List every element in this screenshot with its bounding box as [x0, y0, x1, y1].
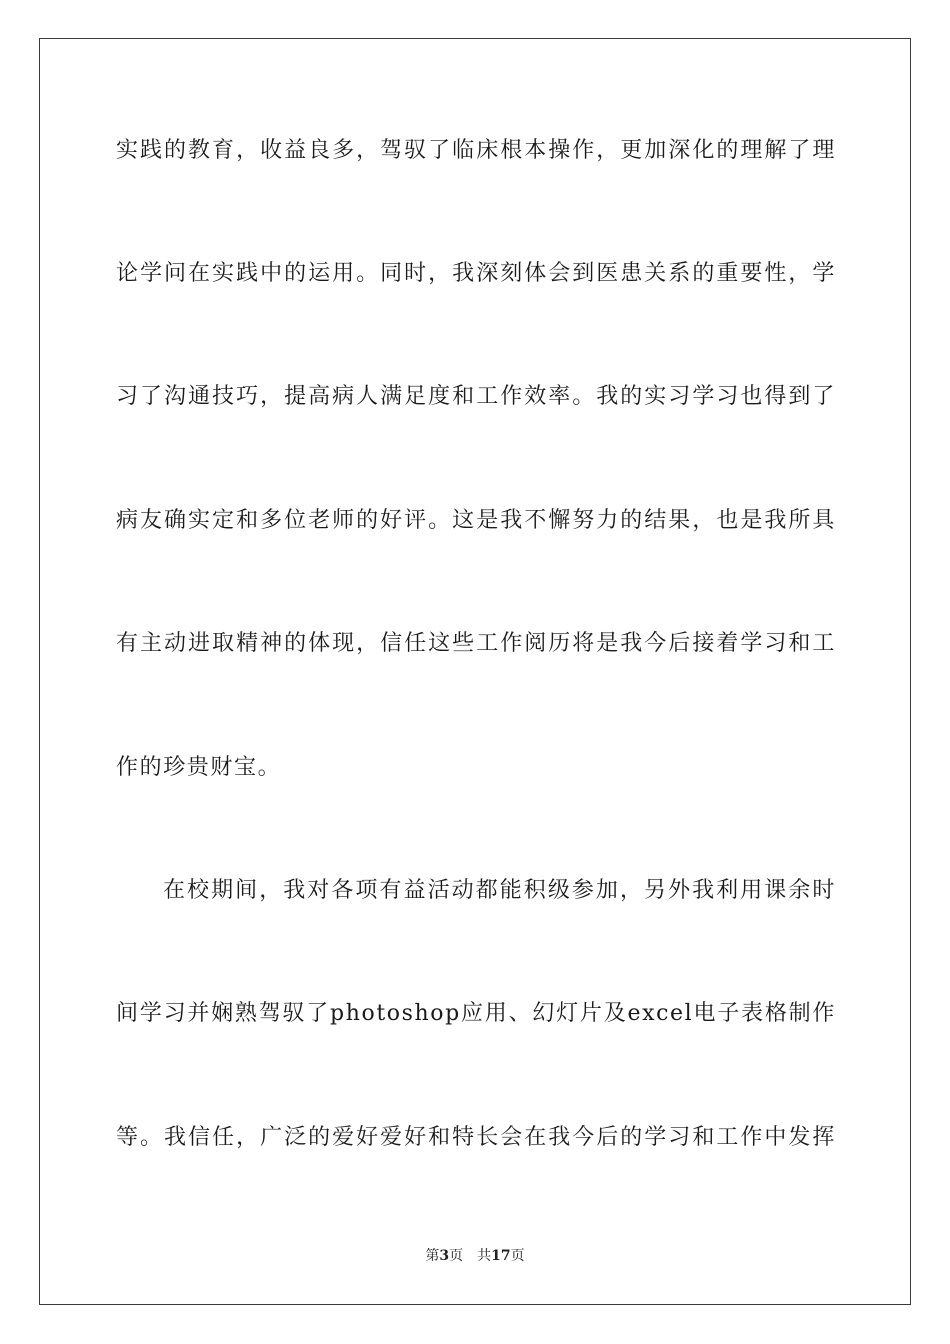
body-line-5: 有主动进取精神的体现，信任这些工作阅历将是我今后接着学习和工: [116, 631, 836, 656]
paragraph-2-line-3: 等。我信任，广泛的爱好爱好和特长会在我今后的学习和工作中发挥: [116, 1125, 836, 1150]
body-line-4: 病友确实定和多位老师的好评。这是我不懈努力的结果，也是我所具: [116, 508, 836, 533]
page-suffix: 页: [449, 1248, 464, 1264]
total-suffix: 页: [510, 1248, 525, 1264]
page-prefix: 第: [425, 1248, 440, 1264]
total-pages: 17: [491, 1248, 511, 1264]
paragraph-2-line-1: 在校期间，我对各项有益活动都能积级参加，另外我利用课余时: [163, 878, 836, 903]
total-prefix: 共: [477, 1248, 492, 1264]
body-line-2: 论学问在实践中的运用。同时，我深刻体会到医患关系的重要性，学: [116, 261, 836, 286]
body-line-1: 实践的教育，收益良多，驾驭了临床根本操作，更加深化的理解了理: [116, 138, 836, 163]
page-frame: [39, 38, 911, 1305]
page-number: 3: [439, 1248, 450, 1264]
paragraph-2-line-2: 间学习并娴熟驾驭了photoshop应用、幻灯片及excel电子表格制作: [116, 1001, 836, 1026]
body-line-6: 作的珍贵财宝。: [116, 755, 282, 780]
body-line-3: 习了沟通技巧，提高病人满足度和工作效率。我的实习学习也得到了: [116, 384, 836, 409]
page-footer: [0, 1247, 950, 1265]
